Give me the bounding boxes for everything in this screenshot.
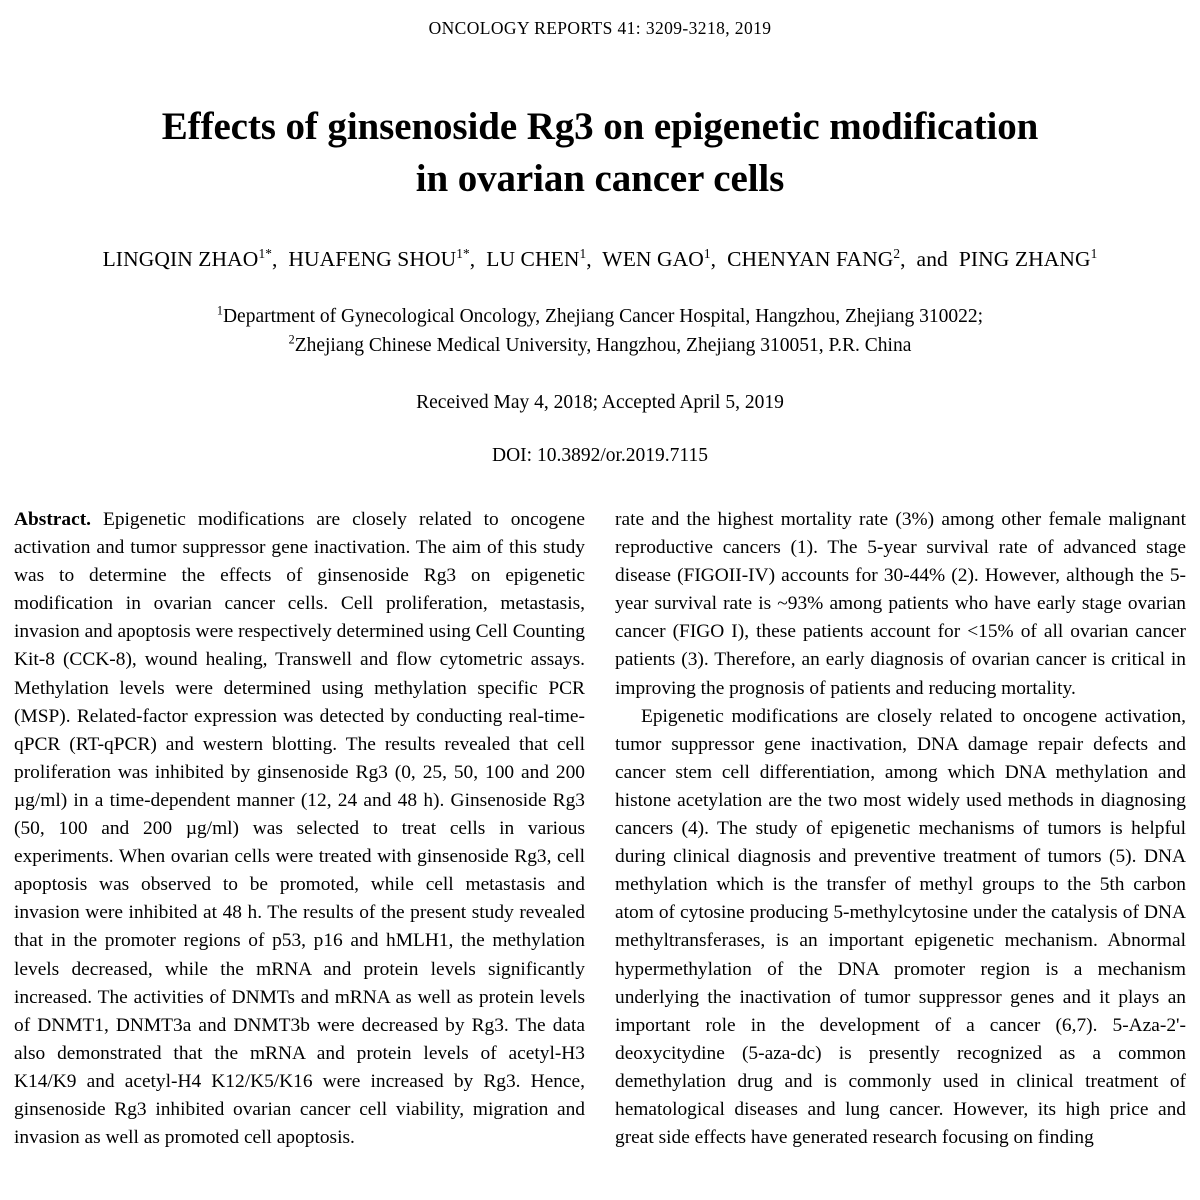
author-name: CHENYAN FANG	[727, 247, 894, 271]
body-columns	[14, 506, 1186, 1200]
title-line-1: Effects of ginsenoside Rg3 on epigenetic modification	[161, 105, 1039, 148]
abstract-text: Epigenetic modifications are closely related to oncogene activation and tumor suppressor gene inactivation. The aim of this study was to determine the effects of ginsenoside Rg3 on epigenetic modification in ovarian cancer cells. Cell proliferation, metastasis, invasion and apoptosis were respectively determined using Cell Counting Kit-8 (CCK-8), wound healing, Transwell and flow cytometric assays. Methylation levels were determined using methylation specific PCR (MSP). Related-factor expression was detected by conducting real-time-qPCR (RT-qPCR) and western blotting. The results revealed that cell proliferation was inhibited by ginsenoside Rg3 (0, 25, 50, 100 and 200 µg/ml) in a time-dependent manner (12, 24 and 48 h). Ginsenoside Rg3 (50, 100 and 200 µg/ml) was selected to treat cells in various experiments. When ovarian cells were treated with ginsenoside Rg3, cell apoptosis was observed to be promoted, while cell metastasis and invasion were inhibited at 48 h. The results of the present study revealed that in the promoter regions of p53, p16 and hMLH1, the methylation levels decreased, while the mRNA and protein levels significantly increased. The activities of DNMTs and mRNA as well as protein levels of DNMT1, DNMT3a and DNMT3b were decreased by Rg3. The data also demonstrated that the mRNA and protein levels of acetyl-H3 K14/K9 and acetyl-H4 K12/K5/K16 were increased by Rg3. Hence, ginsenoside Rg3 inhibited ovarian cancer cell viability, migration and invasion as well as promoted cell apoptosis.	[14, 509, 585, 1149]
affiliation-list	[0, 302, 1200, 360]
author-name: LINGQIN ZHAO	[102, 247, 259, 271]
journal-running-head: ONCOLOGY REPORTS 41: 3209-3218, 2019	[428, 18, 772, 38]
author-names: LINGQIN $ZHAO^{1*}$, HUAFENG $SHOU^{1*}$, LU CHEN$^1$, WEN GAO$^1$, CHENYAN FANG$^2$, and PING ZHANG$^1$	[102, 245, 1098, 271]
intro-paragraph-continued: rate and the highest mortality rate (3%) among other female malignant reproductive cancers (1). The 5-year survival rate of advanced stage disease (FIGOII-IV) accounts for 30-44% (2). However, although the 5-year survival rate is ~93% among patients who have early stage ovarian cancer (FIGO I), these patients account for <15% of all ovarian cancer patients (3). Therefore, an early diagnosis of ovarian cancer is critical in improving the prognosis of patients and reducing mortality.	[615, 509, 1186, 699]
author-affiliation-marker: 1	[703, 245, 711, 261]
abstract-label: Abstract.	[14, 509, 92, 530]
affiliation-2	[0, 331, 1200, 360]
author-name: HUAFENG SHOU	[288, 247, 457, 271]
doi-line: DOI: 10.3892/or.2019.7115	[492, 445, 708, 466]
abstract-paragraph	[14, 506, 585, 1152]
affiliation-text-2: Zhejiang Chinese Medical University, Hangzhou, Zhejiang 310051, P.R. China	[294, 335, 912, 356]
intro-paragraph-two: Epigenetic modifications are closely related to oncogene activation, tumor suppressor gene inactivation, DNA damage repair defects and cancer stem cell differentiation, among which DNA methylation and histone acetylation are the two most widely used methods in diagnosing cancers (4). The study of epigenetic mechanisms of tumors is helpful during clinical diagnosis and preventive treatment of tumors (5). DNA methylation which is the transfer of methyl groups to the 5th carbon atom of cytosine producing 5-methylcytosine under the catalysis of DNA methyltransferases, is an important epigenetic mechanism. Abnormal hypermethylation of the DNA promoter region is a mechanism underlying the inactivation of tumor suppressor genes and it plays an important role in the development of a cancer (6,7). 5-Aza-2'-deoxycitydine (5-aza-dc) is presently recognized as a common demethylation drug and is commonly used in clinical treatment of hematological diseases and lung cancer. However, its high price and great side effects have generated research focusing on finding	[615, 705, 1186, 1149]
author-name: WEN GAO	[602, 247, 704, 271]
author-name: PING ZHANG	[958, 247, 1091, 271]
author-affiliation-marker: 1	[579, 245, 587, 261]
author-list	[0, 247, 1200, 272]
left-column	[14, 506, 585, 1200]
page-title	[0, 101, 1200, 205]
title-line-2: in ovarian cancer cells	[415, 157, 785, 200]
affiliation-1	[0, 302, 1200, 331]
author-affiliation-marker: 1*	[456, 245, 470, 261]
right-column	[615, 506, 1186, 1200]
author-name: LU CHEN	[486, 247, 580, 271]
affiliation-text-1: Department of Gynecological Oncology, Zhejiang Cancer Hospital, Hangzhou, Zhejiang 310022;	[222, 306, 984, 327]
affiliation-marker-1: 1	[216, 303, 223, 318]
received-accepted-dates: Received May 4, 2018; Accepted April 5, 2019	[416, 392, 784, 413]
author-affiliation-marker: 1	[1090, 245, 1098, 261]
author-affiliation-marker: 1*	[258, 245, 272, 261]
affiliation-marker-2: 2	[288, 332, 295, 347]
author-affiliation-marker: 2	[893, 245, 901, 261]
